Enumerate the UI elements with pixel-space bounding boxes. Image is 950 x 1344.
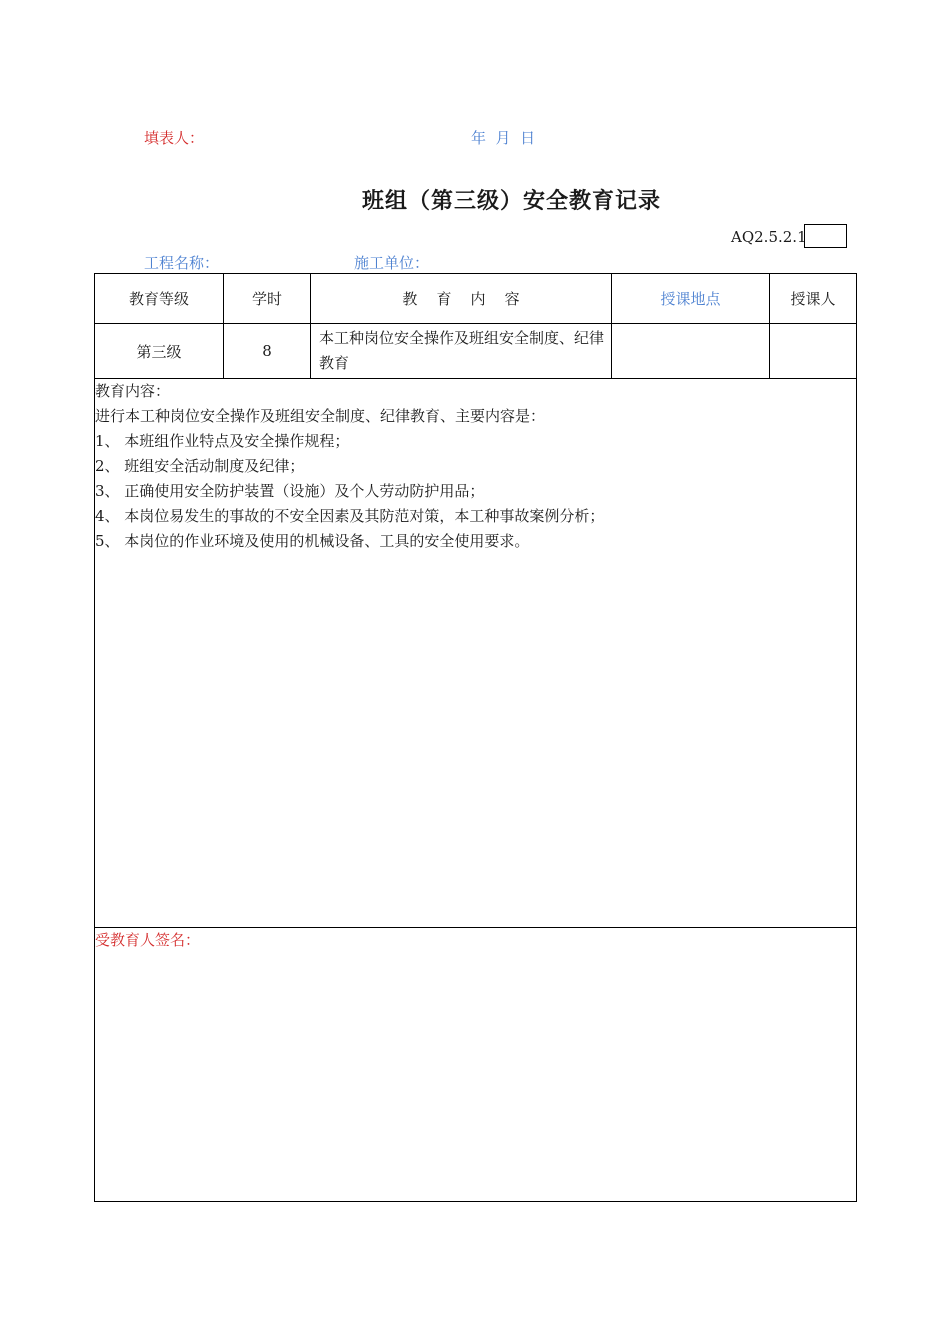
filler-label: 填表人： — [144, 129, 205, 147]
signature-row — [95, 928, 857, 1202]
header-hours: 学时 — [224, 274, 311, 324]
list-item: 3、 正确使用安全防护装置（设施）及个人劳动防护用品； — [95, 482, 485, 500]
header-education-level: 教育等级 — [95, 274, 224, 324]
cell-location[interactable] — [612, 324, 770, 379]
content-intro: 进行本工种岗位安全操作及班组安全制度、纪律教育、主要内容是： — [95, 407, 546, 425]
content-row — [95, 379, 857, 928]
list-item: 2、 班组安全活动制度及纪律； — [95, 457, 305, 475]
cell-level: 第三级 — [95, 324, 224, 379]
list-item: 1、 本班组作业特点及安全操作规程； — [95, 432, 350, 450]
cell-hours: 8 — [224, 324, 311, 379]
signature-label: 受教育人签名： — [95, 931, 201, 949]
page-title: 班组（第三级）安全教育记录 — [362, 188, 662, 214]
project-name-label: 工程名称： — [144, 254, 220, 272]
education-content-section — [95, 379, 857, 928]
code-number-box[interactable] — [804, 224, 847, 248]
table-row — [95, 324, 857, 379]
header-row — [95, 274, 857, 324]
content-heading: 教育内容： — [95, 382, 171, 400]
list-item: 4、 本岗位易发生的事故的不安全因素及其防范对策，本工种事故案例分析； — [95, 507, 605, 525]
list-item: 5、 本岗位的作业环境及使用的机械设备、工具的安全使用要求。 — [95, 532, 530, 550]
header-education-content: 教 育 内 容 — [311, 274, 612, 324]
cell-teacher[interactable] — [770, 324, 857, 379]
document-code: AQ2.5.2.1 — [731, 228, 807, 246]
cell-content-text: 本工种岗位安全操作及班组安全制度、纪律教育 — [319, 329, 605, 372]
header-teacher: 授课人 — [770, 274, 857, 324]
header-location: 授课地点 — [612, 274, 770, 324]
date-label: 年 月 日 — [471, 129, 536, 147]
construction-unit-label: 施工单位： — [354, 254, 430, 272]
signature-section[interactable] — [95, 928, 857, 1202]
education-record-table — [94, 273, 857, 1202]
cell-content — [311, 324, 612, 379]
